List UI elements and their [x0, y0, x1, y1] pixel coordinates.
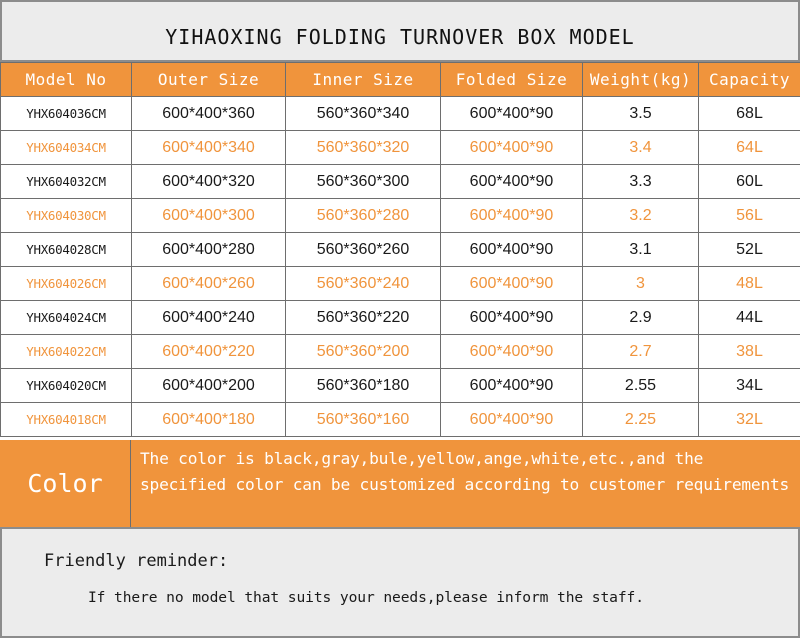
- header-model-no: Model No: [1, 63, 132, 97]
- color-label-cell: [0, 440, 131, 527]
- table-row: [1, 301, 800, 335]
- cell-folded-size: 600*400*90: [441, 131, 583, 165]
- cell-outer-size: 600*400*220: [132, 335, 286, 369]
- cell-weight: 2.25: [583, 403, 699, 437]
- cell-model-no: YHX604026CM: [1, 267, 132, 301]
- cell-capacity: 60L: [699, 165, 800, 199]
- cell-capacity: 56L: [699, 199, 800, 233]
- cell-weight: 2.9: [583, 301, 699, 335]
- table-row: [1, 131, 800, 165]
- cell-weight: 2.7: [583, 335, 699, 369]
- cell-weight: 3.4: [583, 131, 699, 165]
- cell-inner-size: 560*360*240: [286, 267, 441, 301]
- cell-outer-size: 600*400*340: [132, 131, 286, 165]
- table-row: [1, 199, 800, 233]
- header-inner-size: Inner Size: [286, 63, 441, 97]
- cell-capacity: 32L: [699, 403, 800, 437]
- table-row: [1, 97, 800, 131]
- reminder-band: [0, 527, 800, 638]
- cell-inner-size: 560*360*340: [286, 97, 441, 131]
- table-row: [1, 267, 800, 301]
- reminder-text: If there no model that suits your needs,please inform the staff.: [88, 589, 644, 606]
- cell-inner-size: 560*360*160: [286, 403, 441, 437]
- cell-outer-size: 600*400*240: [132, 301, 286, 335]
- table-row: [1, 165, 800, 199]
- cell-model-no: YHX604018CM: [1, 403, 132, 437]
- cell-weight: 2.55: [583, 369, 699, 403]
- cell-capacity: 64L: [699, 131, 800, 165]
- header-outer-size: Outer Size: [132, 63, 286, 97]
- header-folded-size: Folded Size: [441, 63, 583, 97]
- table-row: [1, 403, 800, 437]
- cell-inner-size: 560*360*320: [286, 131, 441, 165]
- table-row: [1, 369, 800, 403]
- cell-outer-size: 600*400*280: [132, 233, 286, 267]
- cell-model-no: YHX604020CM: [1, 369, 132, 403]
- reminder-title: Friendly reminder:: [44, 551, 229, 571]
- cell-weight: 3.5: [583, 97, 699, 131]
- cell-outer-size: 600*400*180: [132, 403, 286, 437]
- cell-folded-size: 600*400*90: [441, 165, 583, 199]
- cell-outer-size: 600*400*320: [132, 165, 286, 199]
- header-weight: Weight(kg): [583, 63, 699, 97]
- spec-table: [0, 62, 800, 437]
- cell-capacity: 38L: [699, 335, 800, 369]
- cell-weight: 3.3: [583, 165, 699, 199]
- cell-capacity: 68L: [699, 97, 800, 131]
- table-row: [1, 233, 800, 267]
- table-header-row: [1, 63, 800, 97]
- cell-folded-size: 600*400*90: [441, 335, 583, 369]
- title-band: [0, 0, 800, 62]
- cell-weight: 3: [583, 267, 699, 301]
- color-description: The color is black,gray,bule,yellow,ange,white,etc.,and the specified color can be customized according to customer requirements: [140, 449, 790, 494]
- cell-capacity: 48L: [699, 267, 800, 301]
- cell-capacity: 34L: [699, 369, 800, 403]
- cell-model-no: YHX604022CM: [1, 335, 132, 369]
- cell-folded-size: 600*400*90: [441, 199, 583, 233]
- page-title: YIHAOXING FOLDING TURNOVER BOX MODEL: [165, 25, 635, 49]
- cell-inner-size: 560*360*280: [286, 199, 441, 233]
- cell-folded-size: 600*400*90: [441, 403, 583, 437]
- cell-folded-size: 600*400*90: [441, 267, 583, 301]
- cell-model-no: YHX604028CM: [1, 233, 132, 267]
- cell-model-no: YHX604036CM: [1, 97, 132, 131]
- cell-outer-size: 600*400*360: [132, 97, 286, 131]
- cell-model-no: YHX604024CM: [1, 301, 132, 335]
- cell-outer-size: 600*400*200: [132, 369, 286, 403]
- header-capacity: Capacity: [699, 63, 800, 97]
- color-label: Color: [27, 469, 103, 498]
- cell-model-no: YHX604032CM: [1, 165, 132, 199]
- cell-inner-size: 560*360*260: [286, 233, 441, 267]
- cell-weight: 3.2: [583, 199, 699, 233]
- cell-capacity: 44L: [699, 301, 800, 335]
- cell-inner-size: 560*360*300: [286, 165, 441, 199]
- cell-capacity: 52L: [699, 233, 800, 267]
- cell-weight: 3.1: [583, 233, 699, 267]
- cell-outer-size: 600*400*260: [132, 267, 286, 301]
- cell-inner-size: 560*360*220: [286, 301, 441, 335]
- cell-inner-size: 560*360*200: [286, 335, 441, 369]
- cell-outer-size: 600*400*300: [132, 199, 286, 233]
- cell-folded-size: 600*400*90: [441, 369, 583, 403]
- cell-inner-size: 560*360*180: [286, 369, 441, 403]
- cell-folded-size: 600*400*90: [441, 233, 583, 267]
- cell-model-no: YHX604030CM: [1, 199, 132, 233]
- table-row: [1, 335, 800, 369]
- cell-model-no: YHX604034CM: [1, 131, 132, 165]
- color-row: [0, 440, 800, 527]
- cell-folded-size: 600*400*90: [441, 301, 583, 335]
- cell-folded-size: 600*400*90: [441, 97, 583, 131]
